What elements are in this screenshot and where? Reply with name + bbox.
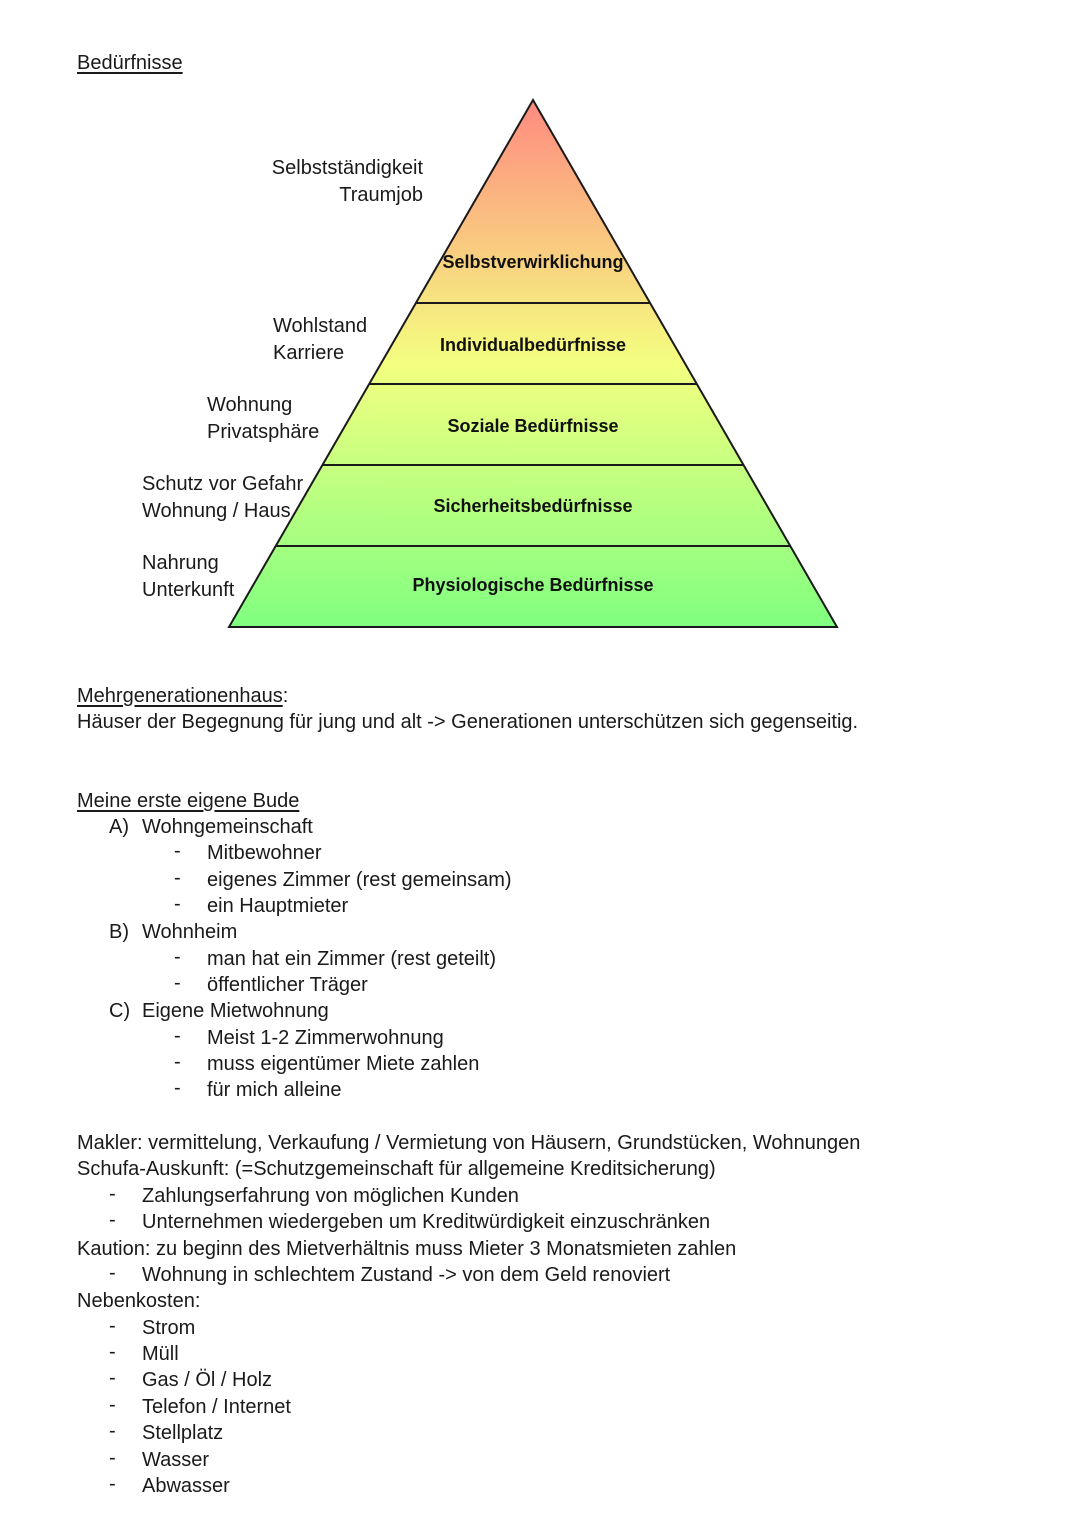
level-self-actualization: Selbstverwirklichung	[442, 252, 624, 272]
list-item: Unternehmen wiedergeben um Kreditwürdigkeit einzuschränken	[142, 1211, 711, 1233]
makler-line: Makler: vermittelung, Verkaufung / Vermietung von Häusern, Grundstücken, Wohnungen	[77, 1132, 861, 1154]
list-item: ein Hauptmieter	[207, 895, 349, 917]
list-item: Gas / Öl / Holz	[142, 1369, 273, 1391]
section-marker: A)	[109, 816, 129, 838]
mehrgeneration-heading-line	[77, 683, 288, 709]
nebenkosten-heading: Nebenkosten:	[77, 1290, 201, 1312]
list-item: Zahlungserfahrung von möglichen Kunden	[142, 1185, 519, 1207]
side-note-line: Wohnung / Haus	[142, 500, 291, 522]
side-note-line: Privatsphäre	[207, 421, 320, 443]
side-note-line: Wohlstand	[273, 315, 368, 337]
side-note-line: Traumjob	[339, 184, 423, 206]
level-safety: Sicherheitsbedürfnisse	[433, 496, 633, 516]
bullet-dash: -	[109, 1209, 116, 1231]
side-note-social	[207, 392, 319, 446]
side-note-line: Unterkunft	[142, 579, 235, 601]
bullet-dash: -	[174, 1051, 181, 1073]
bullet-dash: -	[174, 946, 181, 968]
side-note-line: Wohnung	[207, 394, 293, 416]
side-note-individual	[273, 313, 367, 367]
list-item: Abwasser	[142, 1475, 230, 1497]
schufa-line: Schufa-Auskunft: (=Schutzgemeinschaft für allgemeine Kreditsicherung)	[77, 1158, 716, 1180]
bullet-dash: -	[109, 1315, 116, 1337]
list-item: für mich alleine	[207, 1079, 342, 1101]
list-item: eigenes Zimmer (rest gemeinsam)	[207, 869, 512, 891]
bullet-dash: -	[174, 972, 181, 994]
bullet-dash: -	[174, 1077, 181, 1099]
list-item: muss eigentümer Miete zahlen	[207, 1053, 480, 1075]
section-label: Wohngemeinschaft	[142, 816, 313, 838]
page-title: Bedürfnisse	[77, 52, 183, 74]
list-item: Mitbewohner	[207, 842, 322, 864]
side-note-safety	[142, 471, 303, 525]
level-individual: Individualbedürfnisse	[439, 335, 627, 355]
bullet-dash: -	[174, 1025, 181, 1047]
bullet-dash: -	[109, 1420, 116, 1442]
kaution-line: Kaution: zu beginn des Mietverhältnis muss Mieter 3 Monatsmieten zahlen	[77, 1238, 737, 1260]
list-item: Stellplatz	[142, 1422, 224, 1444]
bude-heading: Meine erste eigene Bude	[77, 790, 300, 812]
list-item: Telefon / Internet	[142, 1396, 291, 1418]
bullet-dash: -	[174, 893, 181, 915]
list-item: öffentlicher Träger	[207, 974, 368, 996]
list-item: Wasser	[142, 1449, 210, 1471]
list-item: Müll	[142, 1343, 179, 1365]
level-physiological: Physiologische Bedürfnisse	[412, 575, 654, 595]
list-item: Meist 1-2 Zimmerwohnung	[207, 1027, 444, 1049]
bullet-dash: -	[109, 1473, 116, 1495]
level-social: Soziale Bedürfnisse	[447, 416, 619, 436]
bullet-dash: -	[109, 1262, 116, 1284]
mehrgeneration-heading: Mehrgenerationenhaus	[77, 685, 283, 707]
side-note-line: Selbstständigkeit	[271, 157, 423, 179]
bullet-dash: -	[109, 1183, 116, 1205]
list-item: Strom	[142, 1317, 196, 1339]
bullet-dash: -	[109, 1341, 116, 1363]
section-label: Eigene Mietwohnung	[142, 1000, 329, 1022]
side-note-self	[272, 155, 423, 209]
side-note-line: Karriere	[273, 342, 345, 364]
section-marker: B)	[109, 921, 129, 943]
section-marker: C)	[109, 1000, 131, 1022]
section-label: Wohnheim	[142, 921, 238, 943]
list-item: Wohnung in schlechtem Zustand -> von dem Geld renoviert	[142, 1264, 671, 1286]
heading-colon: :	[282, 685, 289, 707]
bullet-dash: -	[109, 1394, 116, 1416]
bullet-dash: -	[174, 867, 181, 889]
bullet-dash: -	[174, 840, 181, 862]
side-note-line: Nahrung	[142, 552, 219, 574]
side-note-physiological	[142, 550, 234, 604]
bullet-dash: -	[109, 1367, 116, 1389]
mehrgeneration-text: Häuser der Begegnung für jung und alt -> Generationen unterschützen sich gegenseitig.	[77, 711, 859, 733]
bullet-dash: -	[109, 1447, 116, 1469]
list-item: man hat ein Zimmer (rest geteilt)	[207, 948, 496, 970]
side-note-line: Schutz vor Gefahr	[142, 473, 304, 495]
